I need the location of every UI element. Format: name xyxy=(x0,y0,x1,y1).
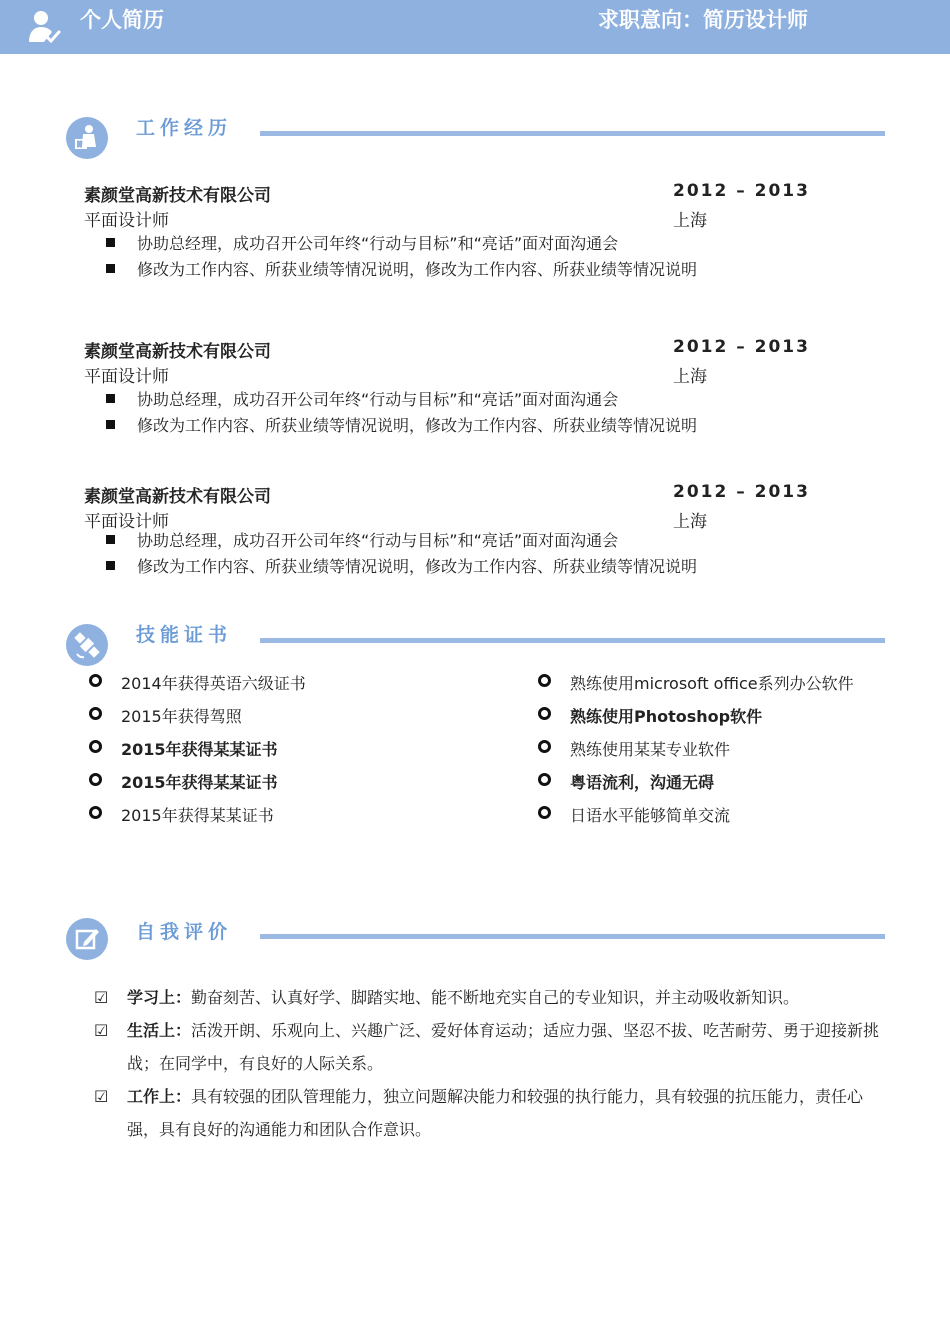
bullet-square-icon xyxy=(106,264,115,273)
job-entry: 素颜堂高新技术有限公司 2012 – 2013 平面设计师 上海 协助总经理，成功召开公司年终“行动与目标”和“亮话”面对面沟通会 修改为工作内容、所获业绩等情况说明，修改为工作内容、所获业绩等情况说明 xyxy=(84,337,810,435)
job-city: 上海 xyxy=(673,367,707,387)
job-years: 2012 – 2013 xyxy=(673,482,810,502)
job-years: 2012 – 2013 xyxy=(673,181,810,201)
job-entry: 素颜堂高新技术有限公司 2012 – 2013 平面设计师 上海 协助总经理，成功召开公司年终“行动与目标”和“亮话”面对面沟通会 修改为工作内容、所获业绩等情况说明，修改为工作内容、所获业绩等情况说明 xyxy=(84,482,810,576)
section-divider xyxy=(260,131,885,136)
header-bar xyxy=(0,0,950,54)
job-role: 平面设计师 xyxy=(84,367,169,387)
evaluation-text: 勤奋刻苦、认真好学、脚踏实地、能不断地充实自己的专业知识，并主动吸收新知识。 xyxy=(191,988,800,1007)
worker-icon xyxy=(66,117,108,159)
bullet-circle-icon xyxy=(538,674,551,687)
page-title: 个人简历 xyxy=(80,8,164,32)
section-title-work: 工作经历 xyxy=(136,117,233,139)
bullet-circle-icon xyxy=(89,707,102,720)
user-check-icon xyxy=(26,8,62,44)
checkbox-icon: ☑ xyxy=(94,1087,109,1106)
checkbox-icon: ☑ xyxy=(94,988,109,1007)
satellite-icon xyxy=(66,624,108,666)
section-divider xyxy=(260,638,885,643)
bullet-square-icon xyxy=(106,420,115,429)
bullet-square-icon xyxy=(106,394,115,403)
company-name: 素颜堂高新技术有限公司 xyxy=(84,342,271,362)
job-city: 上海 xyxy=(673,211,707,231)
bullet-square-icon xyxy=(106,561,115,570)
job-entry: 素颜堂高新技术有限公司 2012 – 2013 平面设计师 上海 协助总经理，成功召开公司年终“行动与目标”和“亮话”面对面沟通会 修改为工作内容、所获业绩等情况说明，修改为工作内容、所获业绩等情况说明 xyxy=(84,181,810,279)
checkbox-icon: ☑ xyxy=(94,1021,109,1040)
company-name: 素颜堂高新技术有限公司 xyxy=(84,186,271,206)
evaluation-text: 活泼开朗、乐观向上、兴趣广泛、爱好体育运动；适应力强、坚忍不拔、吃苦耐劳、勇于迎接新挑战；在同学中，有良好的人际关系。 xyxy=(127,1021,880,1073)
bullet-square-icon xyxy=(106,238,115,247)
job-city: 上海 xyxy=(673,512,707,532)
edit-icon xyxy=(66,918,108,960)
bullet-circle-icon xyxy=(89,740,102,753)
evaluation-label: 工作上： xyxy=(127,1087,192,1106)
job-years: 2012 – 2013 xyxy=(673,337,810,357)
bullet-circle-icon xyxy=(538,740,551,753)
bullet-circle-icon xyxy=(538,773,551,786)
section-title-skills: 技能证书 xyxy=(136,624,233,646)
evaluation-label: 生活上： xyxy=(127,1021,192,1040)
section-title-self: 自我评价 xyxy=(136,921,233,943)
job-role: 平面设计师 xyxy=(84,211,169,231)
bullet-circle-icon xyxy=(538,806,551,819)
bullet-circle-icon xyxy=(538,707,551,720)
section-divider xyxy=(260,934,885,939)
bullet-circle-icon xyxy=(89,806,102,819)
job-intent: 求职意向：简历设计师 xyxy=(598,8,808,32)
company-name: 素颜堂高新技术有限公司 xyxy=(84,487,271,507)
bullet-square-icon xyxy=(106,535,115,544)
evaluation-text: 具有较强的团队管理能力，独立问题解决能力和较强的执行能力，具有较强的抗压能力，责任心强，具有良好的沟通能力和团队合作意识。 xyxy=(127,1087,864,1139)
evaluation-label: 学习上： xyxy=(127,988,192,1007)
bullet-circle-icon xyxy=(89,674,102,687)
bullet-circle-icon xyxy=(89,773,102,786)
job-role: 平面设计师 xyxy=(84,512,169,532)
